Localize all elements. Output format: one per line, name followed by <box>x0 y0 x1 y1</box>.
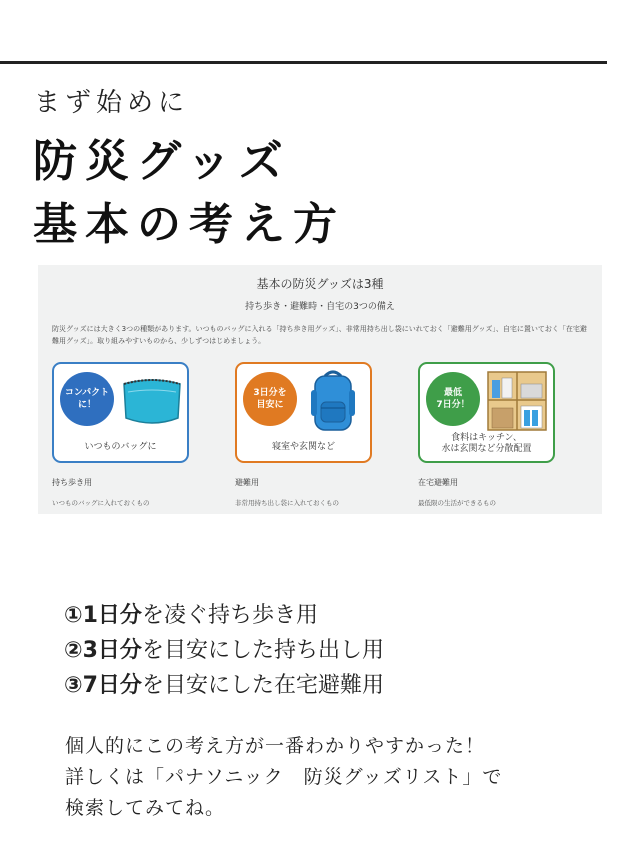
panel-subtitle: 持ち歩き・避難時・自宅の3つの備え <box>245 302 395 312</box>
panel-title: 基本の防災グッズは3種 <box>256 277 384 291</box>
column-label-carry: 持ち歩き用 <box>52 478 92 487</box>
badge-line-1: 3日分を <box>253 388 287 398</box>
note-line: 個人的にこの考え方が一番わかりやすかった！ <box>65 735 486 757</box>
summary-list <box>64 598 384 703</box>
card-caption: 食料はキッチン、 水は玄関など分散配置 <box>441 433 532 454</box>
badge-line-1: コンパクト <box>64 388 110 398</box>
badge-line-2: 7日分！ <box>436 400 470 410</box>
backpack-icon <box>307 368 359 434</box>
storage-shelf-icon <box>486 370 548 432</box>
pouch-icon <box>120 378 184 428</box>
page-title-line-1: 防災グッズ <box>33 136 291 187</box>
info-panel <box>38 265 602 514</box>
badge-line-1: 最低 <box>443 388 462 398</box>
column-detail-home: 最低限の生活ができるもの <box>418 499 496 507</box>
column-label-evacuation: 避難用 <box>235 478 259 487</box>
card-home-shelter <box>418 362 555 463</box>
column-detail-evacuation: 非常用持ち出し袋に入れておくもの <box>235 499 339 507</box>
column-label-home: 在宅避難用 <box>418 478 458 487</box>
badge-seven-days <box>426 372 480 426</box>
card-caption: いつものバッグに <box>84 442 157 452</box>
closing-note <box>65 731 502 824</box>
card-caption: 寝室や玄関など <box>271 442 335 452</box>
intro-text: まず始めに <box>34 88 190 118</box>
card-carry <box>52 362 189 463</box>
list-item: ③7日分を目安にした在宅避難用 <box>64 673 384 698</box>
list-item: ②3日分を目安にした持ち出し用 <box>64 638 384 663</box>
top-divider <box>0 61 607 64</box>
badge-compact <box>60 372 114 426</box>
column-detail-carry: いつものバッグに入れておくもの <box>52 499 150 507</box>
page-title-line-2: 基本の考え方 <box>33 199 345 250</box>
list-item: ①1日分を凌ぐ持ち歩き用 <box>64 603 318 628</box>
note-line: 詳しくは「パナソニック 防災グッズリスト」で <box>65 766 503 788</box>
card-evacuation <box>235 362 372 463</box>
badge-line-2: 目安に <box>256 400 284 410</box>
badge-line-2: に！ <box>77 400 96 410</box>
badge-three-days <box>243 372 297 426</box>
note-line: 検索してみてね。 <box>65 797 226 819</box>
panel-description: 防災グッズには大きく3つの種類があります。いつものバッグに入れる「持ち歩き用グッズ」、非常用持ち出し袋にいれておく「避難用グッズ」、自宅に置いておく「在宅避難用グッズ」。取り組みやすいものから、少しずつはじめましょう。 <box>52 325 587 345</box>
